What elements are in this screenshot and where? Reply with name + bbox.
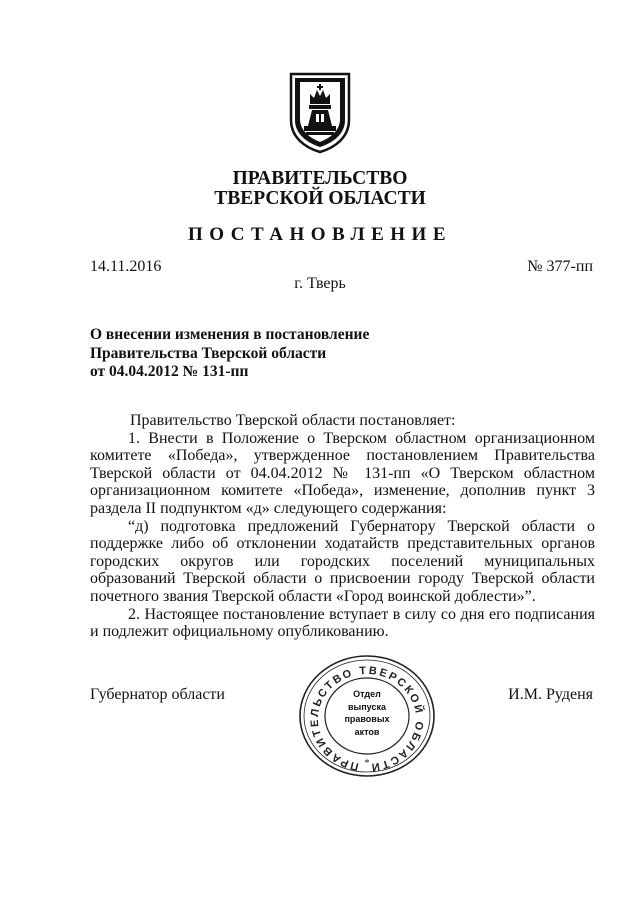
stamp-center-line: выпуска — [348, 701, 386, 712]
document-date: 14.11.2016 — [90, 258, 162, 275]
svg-text:*: * — [364, 758, 370, 769]
subject-line: О внесении изменения в постановление — [90, 326, 370, 343]
coat-of-arms-icon — [288, 70, 352, 154]
stamp-center-line: Отдел — [353, 689, 381, 699]
organization-name-line1: ПРАВИТЕЛЬСТВО — [232, 168, 408, 189]
body-paragraph-item-1: 1. Внести в Положение о Тверском областном организационном комитете «Победа», утвержденное постановлением Правительства Тверской области от 04.04.2012 № 131-пп «О Тверском областном организационном комитете «Победа», изменение, дополнив пункт 3 раздела II подпунктом «д» следующего содержания: — [90, 429, 595, 517]
signatory-title: Губернатор области — [90, 686, 225, 703]
body-paragraph-subitem-d: “д) подготовка предложений Губернатору Тверской области о поддержке либо об отклонении ходатайств представительных органов городских округов или городских поселений муниципальных образований Тверской области о присвоении городу Тверской области почетного звания Тверской области «Город воинской доблести»”. — [90, 517, 595, 605]
stamp-center-line: правовых — [344, 714, 390, 724]
subject-line: от 04.04.2012 № 131-пп — [90, 363, 249, 380]
stamp-ring-text: ПРАВИТЕЛЬСТВО ТВЕРСКОЙ ОБЛАСТИ — [308, 664, 426, 774]
stamp-center-text — [327, 688, 407, 738]
stamp-center-line: актов — [354, 726, 380, 737]
document-number: № 377-пп — [527, 258, 593, 275]
organization-name-line2: ТВЕРСКОЙ ОБЛАСТИ — [214, 188, 426, 209]
body-paragraph-preamble: Правительство Тверской области постановляет: — [130, 412, 456, 429]
subject-line: Правительства Тверской области — [90, 344, 327, 362]
body-paragraph-item-2: 2. Настоящее постановление вступает в силу со дня его подписания и подлежит официальному опубликованию. — [90, 605, 595, 641]
document-city: г. Тверь — [294, 275, 346, 292]
document-subject — [90, 326, 490, 382]
signatory-name: И.М. Руденя — [508, 686, 593, 703]
document-body — [90, 412, 595, 641]
document-type-title: ПОСТАНОВЛЕНИЕ — [187, 224, 453, 245]
